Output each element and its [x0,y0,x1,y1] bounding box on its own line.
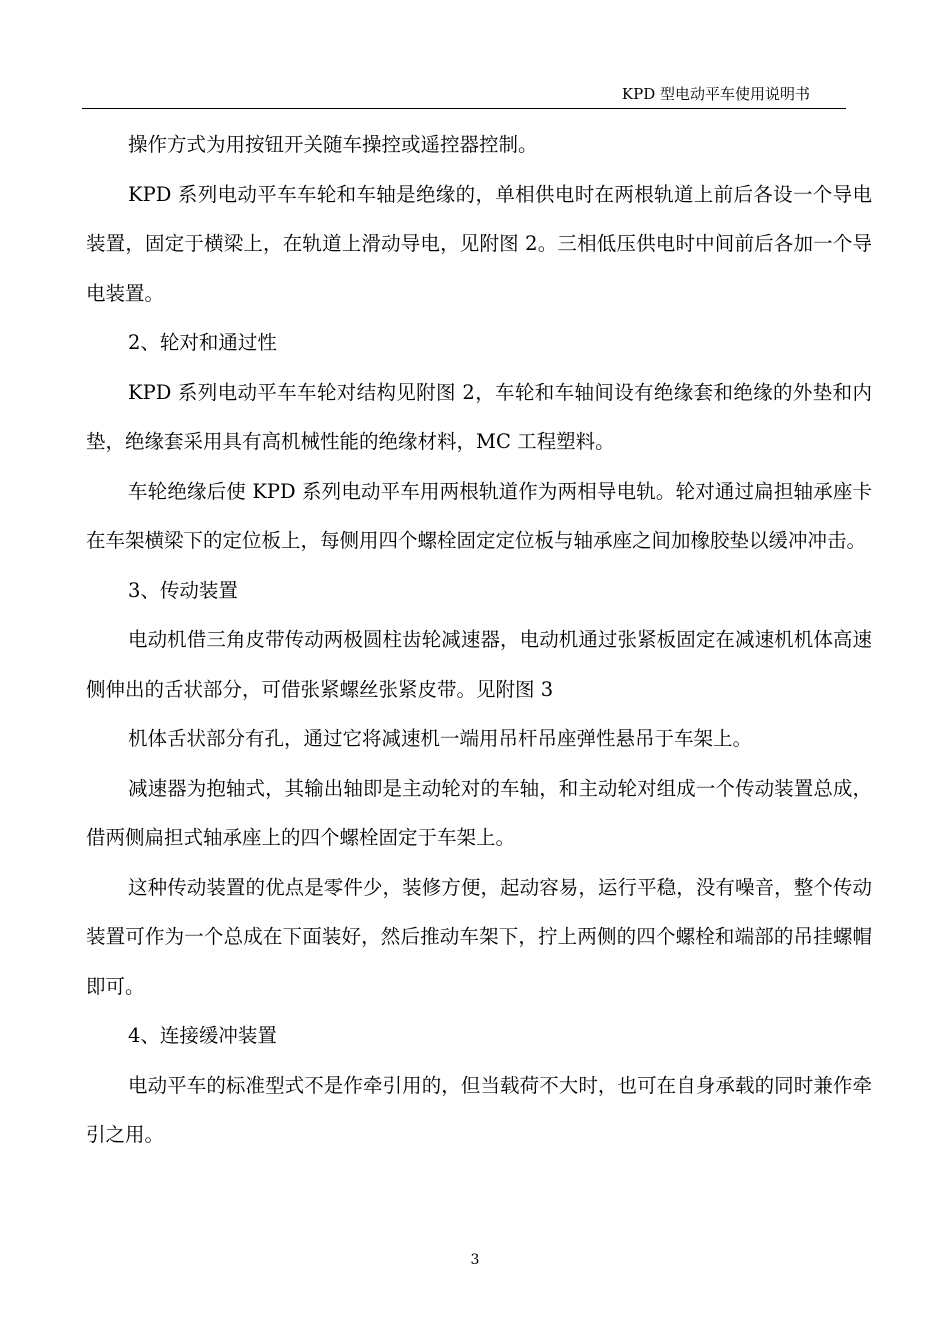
document-body [86,120,872,1160]
section-heading-wheelset: 2、轮对和通过性 [128,331,277,354]
paragraph-insulation: KPD 系列电动平车车轮和车轴是绝缘的，单相供电时在两根轨道上前后各设一个导电装置，固定于横梁上，在轨道上滑动导电，见附图 2。三相低压供电时中间前后各加一个导电装置。 [86,182,872,305]
paragraph-wheelset-mounting: 车轮绝缘后使 KPD 系列电动平车用两根轨道作为两相导电轨。轮对通过扁担轴承座卡在车架横梁下的定位板上，每侧用四个螺栓固定定位板与轴承座之间加橡胶垫以缓冲冲击。 [86,479,872,552]
paragraph-reducer: 减速器为抱轴式，其输出轴即是主动轮对的车轴，和主动轮对组成一个传动装置总成，借两侧扁担式轴承座上的四个螺栓固定于车架上。 [86,776,872,849]
paragraph-wheelset-structure: KPD 系列电动平车车轮对结构见附图 2，车轮和车轴间设有绝缘套和绝缘的外垫和内垫，绝缘套采用具有高机械性能的绝缘材料，MC 工程塑料。 [86,380,872,453]
paragraph-advantages: 这种传动装置的优点是零件少，装修方便，起动容易，运行平稳，没有噪音，整个传动装置可作为一个总成在下面装好，然后推动车架下，拧上两侧的四个螺栓和端部的吊挂螺帽即可。 [86,875,872,998]
paragraph-towing: 电动平车的标准型式不是作牵引用的，但当载荷不大时，也可在自身承载的同时兼作牵引之用。 [86,1073,872,1146]
paragraph-operation-mode: 操作方式为用按钮开关随车操控或遥控器控制。 [128,133,538,156]
page-number: 3 [470,1252,480,1268]
paragraph-suspension: 机体舌状部分有孔，通过它将减速机一端用吊杆吊座弹性悬吊于车架上。 [128,727,753,750]
section-heading-transmission: 3、传动装置 [128,578,238,602]
header-title: KPD 型电动平车使用说明书 [621,85,810,103]
paragraph-motor-drive: 电动机借三角皮带传动两极圆柱齿轮减速器，电动机通过张紧板固定在减速机机体高速侧伸出的舌状部分，可借张紧螺丝张紧皮带。见附图 3 [86,628,872,701]
section-heading-coupling: 4、连接缓冲装置 [128,1024,277,1047]
page-header [82,78,846,109]
